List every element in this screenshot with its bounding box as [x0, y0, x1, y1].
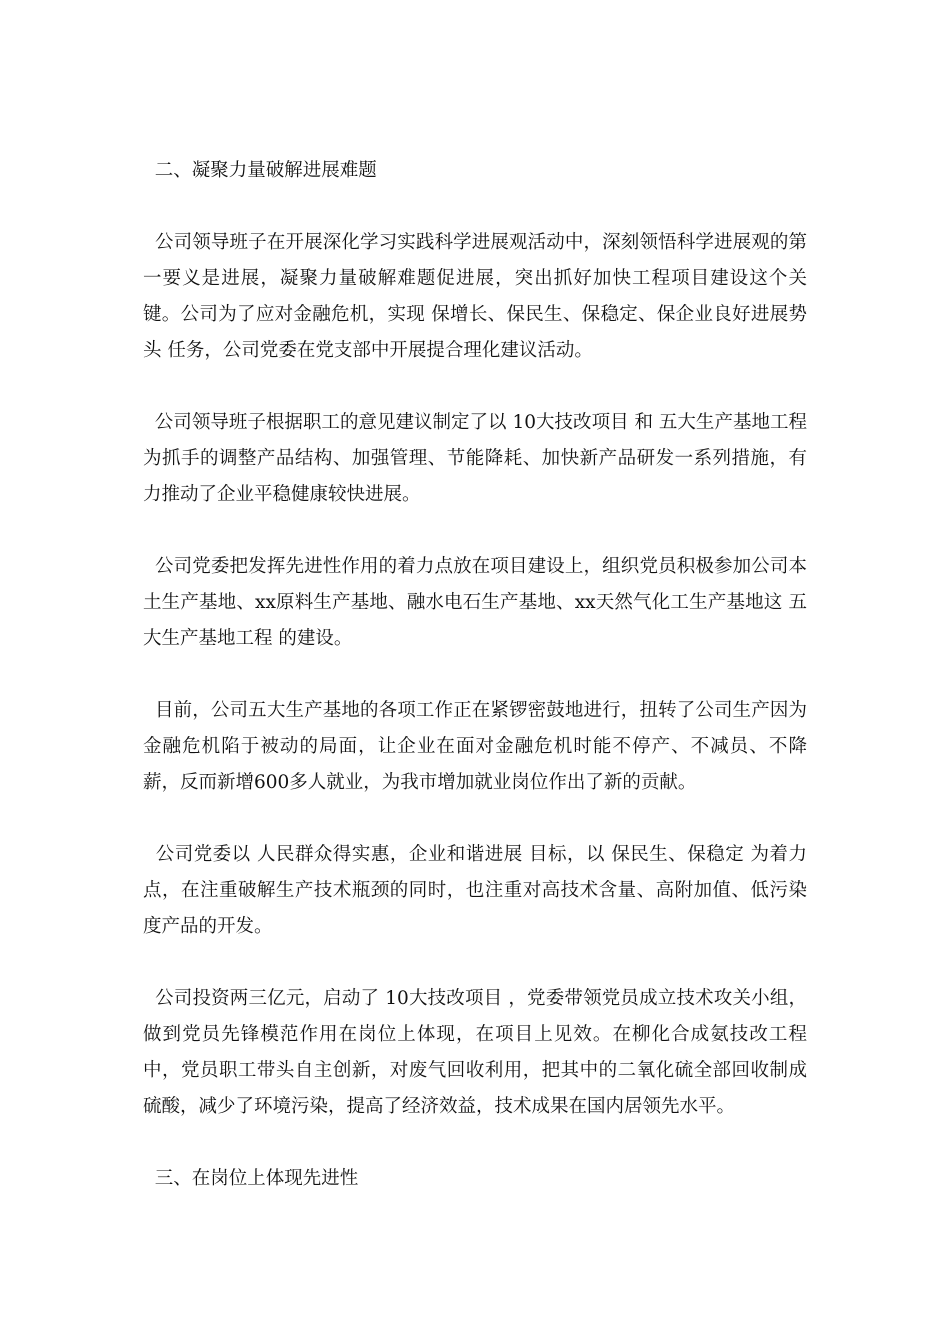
paragraph-spacer — [143, 369, 807, 405]
paragraph-spacer — [143, 513, 807, 549]
paragraph-4: 目前，公司五大生产基地的各项工作正在紧锣密鼓地进行，扭转了公司生产因为金融危机陷于被动的局面，让企业在面对金融危机时能不停产、不减员、不降薪，反而新增600多人就业，为我市增加就业岗位作出了新的贡献。 — [143, 700, 807, 793]
paragraph-6: 公司投资两三亿元，启动了 10大技改项目 ，党委带领党员成立技术攻关小组，做到党员先锋模范作用在岗位上体现，在项目上见效。在柳化合成氨技改工程中，党员职工带头自主创新，对废气回收利用，把其中的二氧化硫全部回收制成硫酸，减少了环境污染，提高了经济效益，技术成果在国内居领先水平。 — [143, 988, 807, 1117]
paragraph-spacer — [143, 801, 807, 837]
paragraph-spacer — [143, 189, 807, 225]
paragraph-spacer — [143, 1125, 807, 1161]
paragraph-1: 公司领导班子在开展深化学习实践科学进展观活动中，深刻领悟科学进展观的第一要义是进展，凝聚力量破解难题促进展，突出抓好加快工程项目建设这个关键。公司为了应对金融危机，实现 保增长、保民生、保稳定、保企业良好进展势头 任务，公司党委在党支部中开展提合理化建议活动。 — [143, 232, 807, 361]
paragraph-3: 公司党委把发挥先进性作用的着力点放在项目建设上，组织党员积极参加公司本土生产基地、xx原料生产基地、融水电石生产基地、xx天然气化工生产基地这 五大生产基地工程 的建设。 — [143, 556, 807, 649]
document-body — [143, 153, 813, 1197]
paragraph-spacer — [143, 945, 807, 981]
paragraph-2: 公司领导班子根据职工的意见建议制定了以 10大技改项目 和 五大生产基地工程 为抓手的调整产品结构、加强管理、节能降耗、加快新产品研发一系列措施，有力推动了企业平稳健康较快进展。 — [143, 412, 813, 505]
section-heading-3: 三、在岗位上体现先进性 — [143, 1168, 359, 1189]
paragraph-5: 公司党委以 人民群众得实惠，企业和谐进展 目标，以 保民生、保稳定 为着力点，在注重破解生产技术瓶颈的同时，也注重对高技术含量、高附加值、低污染度产品的开发。 — [143, 844, 808, 937]
paragraph-spacer — [143, 657, 807, 693]
section-heading-2: 二、凝聚力量破解进展难题 — [143, 160, 377, 181]
